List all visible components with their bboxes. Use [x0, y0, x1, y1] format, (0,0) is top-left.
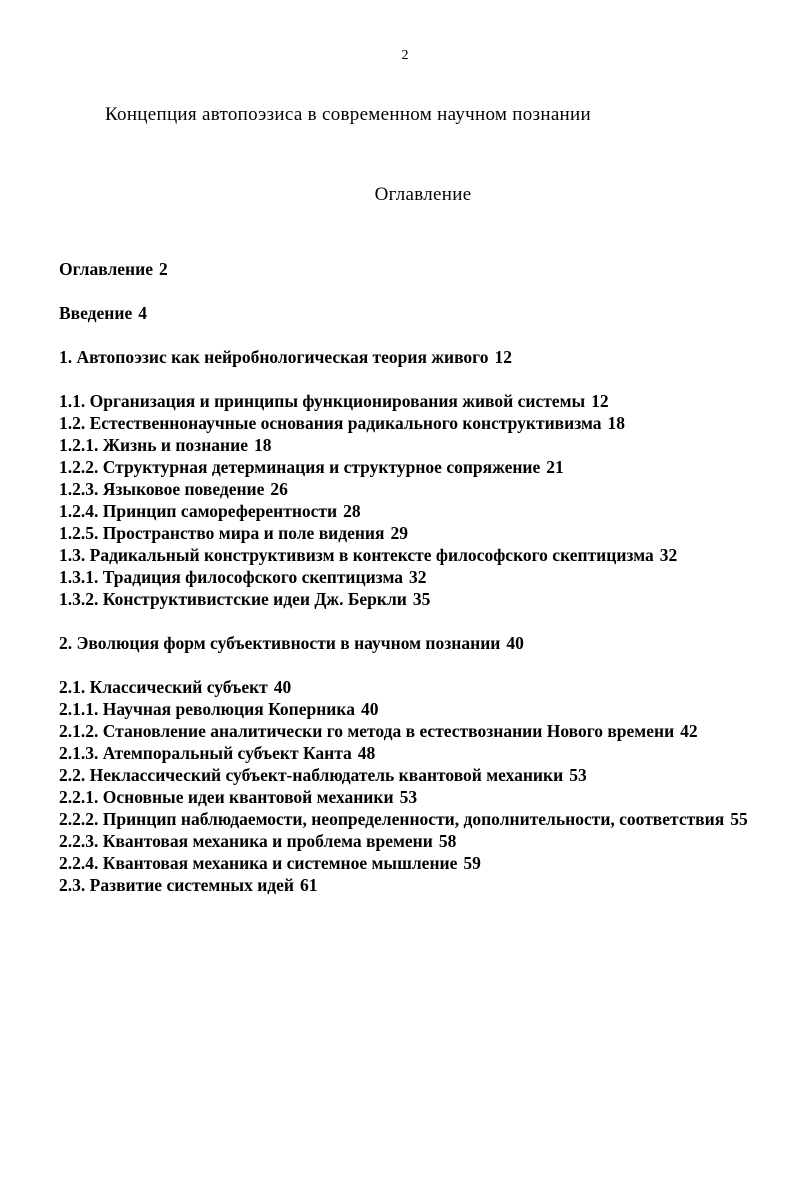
toc-entry-page: 40: [360, 699, 379, 719]
toc-entry[interactable]: [59, 676, 794, 698]
toc-entry-page: 35: [412, 589, 431, 609]
toc-entry-title: 2.1. Классический субъект: [59, 677, 268, 697]
toc-entry-title: 1.2. Естественнонаучные основания радикального конструктивизма: [59, 413, 602, 433]
toc-entry-title: 2.2. Неклассический субъект-наблюдатель квантовой механики: [59, 765, 564, 785]
toc-entry-page: 53: [569, 765, 587, 785]
toc-entry[interactable]: [59, 852, 794, 874]
toc-entry[interactable]: [59, 764, 794, 786]
toc-entry-page: 40: [273, 677, 292, 697]
toc-entry[interactable]: [59, 874, 794, 896]
toc-entry-title: 1.2.5. Пространство мира и поле видения: [59, 523, 385, 543]
toc-entry-page: 4: [138, 303, 147, 323]
toc-entry[interactable]: [59, 632, 794, 654]
toc-entry-title: 2.1.2. Становление аналитически го метода в естествознании Нового времени: [59, 721, 675, 741]
toc-entry[interactable]: [59, 588, 794, 610]
toc-entry-page: 32: [659, 545, 678, 565]
toc-entry-title: 1.3.1. Традиция философского скептицизма: [59, 567, 404, 587]
toc-entry-page: 59: [463, 853, 481, 873]
toc-entry-page: 28: [343, 501, 361, 521]
toc-entry-page: 2: [158, 259, 168, 279]
toc-entry-title: 1.1. Организация и принципы функционирования живой системы: [59, 391, 586, 411]
toc-entry-title: 1.3. Радикальный конструктивизм в контексте философского скептицизма: [59, 545, 654, 565]
page-number: 2: [401, 48, 409, 63]
toc-entry-title: 2.2.4. Квантовая механика и системное мышление: [59, 853, 458, 873]
toc-entry-title: 1.2.2. Структурная детерминация и структурное сопряжение: [59, 457, 541, 477]
toc-entry-page: 32: [409, 567, 427, 587]
toc-entry[interactable]: [59, 258, 794, 280]
toc-entry-title: 2.3. Развитие системных идей: [59, 875, 295, 895]
toc-entry-page: 18: [253, 435, 272, 455]
toc-entry-title: 1.2.3. Языковое поведение: [59, 479, 265, 499]
toc-entry-title: Оглавление: [59, 259, 153, 279]
toc-entry[interactable]: [59, 786, 794, 808]
toc-entry[interactable]: [59, 566, 794, 588]
toc-entry-title: Введение: [59, 303, 133, 323]
document-title: Концепция автопоэзиса в современном научном познании: [105, 104, 591, 125]
toc-entry-title: 2.2.1. Основные идеи квантовой механики: [59, 787, 394, 807]
toc-entry-page: 29: [390, 523, 408, 543]
toc-entry[interactable]: [59, 478, 794, 500]
toc-entry[interactable]: [59, 544, 794, 566]
toc-entry-title: 2. Эволюция форм субъективности в научном познании: [59, 633, 501, 653]
toc-entry-page: 58: [438, 831, 457, 851]
toc-heading: Оглавление: [374, 184, 472, 205]
toc-entry[interactable]: [59, 698, 794, 720]
toc-entry-title: 1. Автопоэзис как нейробнологическая теория живого: [59, 347, 489, 367]
toc-entry[interactable]: [59, 302, 794, 324]
toc-entry-title: 2.2.3. Квантовая механика и проблема времени: [59, 831, 433, 851]
toc-entry-page: 55: [730, 809, 748, 829]
toc-entry-title: 1.2.4. Принцип самореферентности: [59, 501, 338, 521]
toc-entry[interactable]: [59, 830, 794, 852]
toc-entry[interactable]: [59, 412, 794, 434]
toc-entry-page: 61: [300, 875, 318, 895]
toc-entry[interactable]: [59, 456, 794, 478]
toc-entry-page: 53: [399, 787, 418, 807]
toc-entry[interactable]: [59, 346, 794, 368]
toc-entry-page: 21: [546, 457, 564, 477]
toc-entry[interactable]: [59, 742, 794, 764]
toc-entry[interactable]: [59, 808, 794, 830]
toc-entry[interactable]: [59, 500, 794, 522]
toc-entry-page: 12: [494, 347, 512, 367]
toc-entry-page: 48: [357, 743, 376, 763]
toc-entry-page: 40: [506, 633, 524, 653]
toc-entry-title: 2.2.2. Принцип наблюдаемости, неопределенности, дополнительности, соответствия: [59, 809, 725, 829]
toc-entry-page: 12: [591, 391, 609, 411]
toc-entry-title: 2.1.3. Атемпоральный субъект Канта: [59, 743, 352, 763]
toc-entry[interactable]: [59, 522, 794, 544]
toc-entry-title: 1.2.1. Жизнь и познание: [59, 435, 248, 455]
table-of-contents: [59, 258, 794, 896]
toc-entry-title: 1.3.2. Конструктивистские идеи Дж. Беркли: [59, 589, 407, 609]
toc-entry-title: 2.1.1. Научная революция Коперника: [59, 699, 355, 719]
toc-entry[interactable]: [59, 720, 794, 742]
toc-entry-page: 26: [270, 479, 288, 499]
toc-entry[interactable]: [59, 390, 794, 412]
toc-entry[interactable]: [59, 434, 794, 456]
toc-entry-page: 42: [680, 721, 698, 741]
toc-entry-page: 18: [607, 413, 626, 433]
